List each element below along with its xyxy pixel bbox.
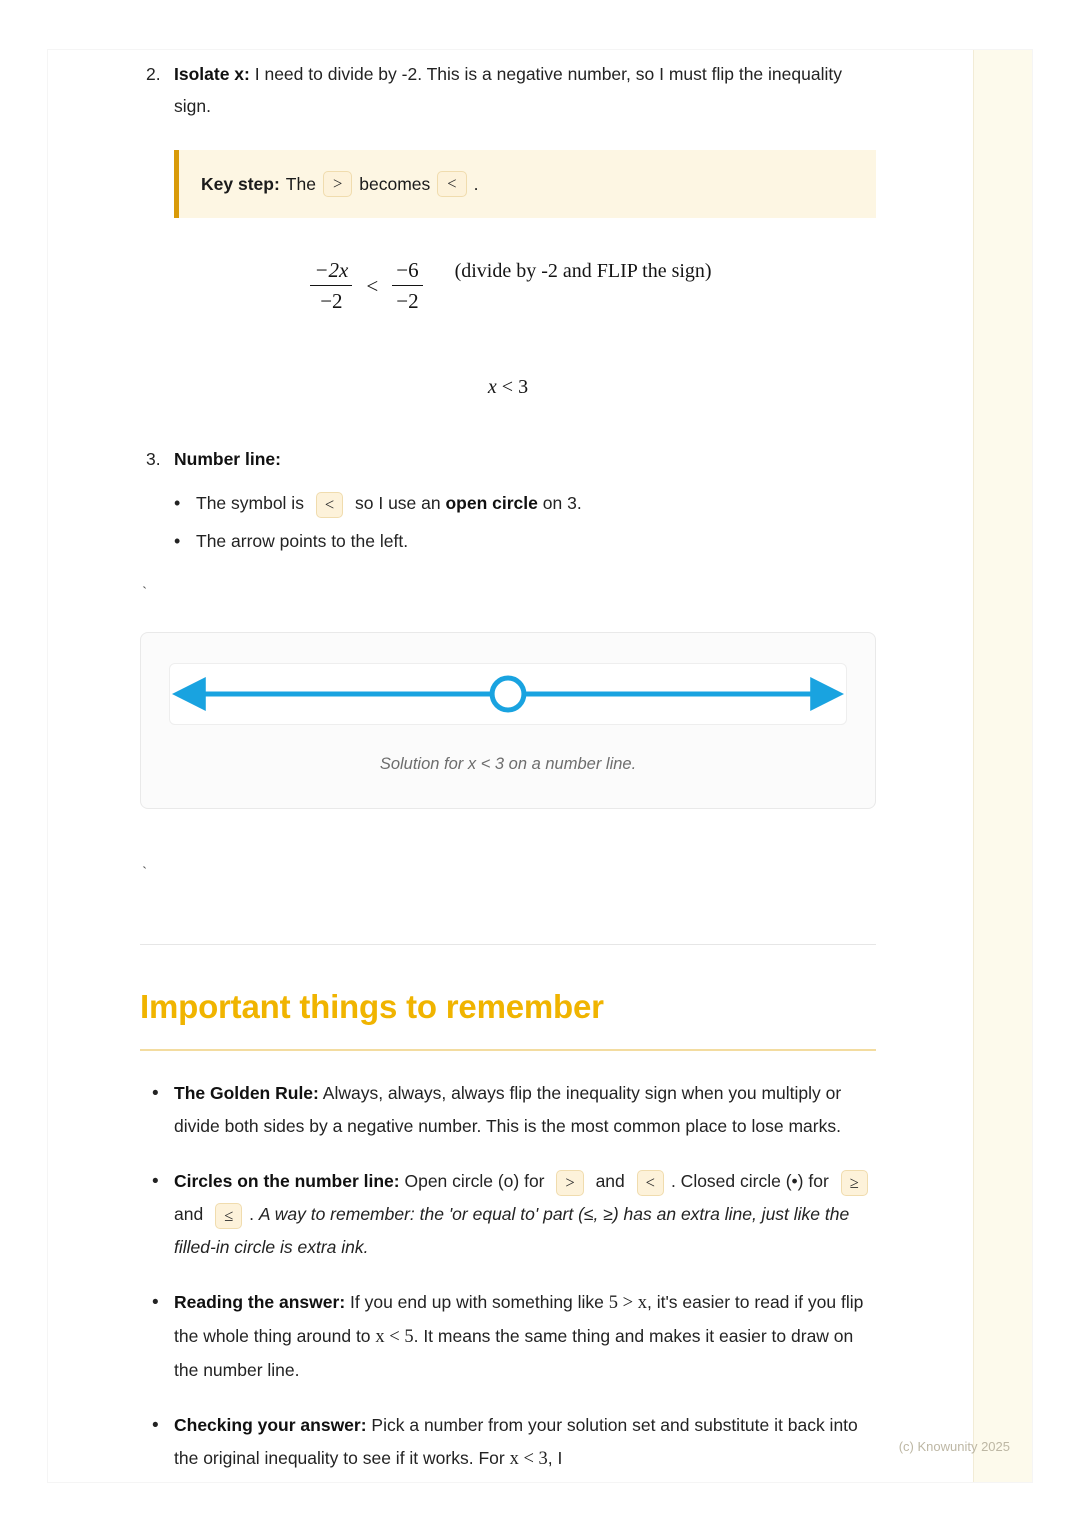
list-item-golden-rule (174, 1077, 876, 1143)
item-title: Checking your answer: (174, 1415, 367, 1436)
list-item (196, 481, 876, 519)
step-number: 3. (146, 449, 161, 470)
stray-backtick-2: ` (140, 865, 150, 883)
document-content (140, 50, 876, 1498)
number-line-figure (140, 632, 876, 809)
item-text-1: Open circle (o) for (399, 1171, 550, 1192)
item-title: Circles on the number line: (174, 1171, 400, 1192)
number-line-bullets (140, 481, 876, 557)
item-text-1: Pick a number from your solution set and substitute it back into the original inequality to see if it works. For (174, 1415, 858, 1469)
callout-after-text: . (473, 174, 479, 194)
number-line-canvas (169, 663, 847, 725)
item-text-5: . (249, 1204, 259, 1225)
bullet-bold-text: open circle (445, 493, 538, 514)
math-note: (divide by -2 and FLIP the sign) (454, 260, 712, 282)
math-result-variable: x (487, 376, 497, 399)
chip-greater-than: > (323, 171, 352, 197)
arrow-right-icon (810, 677, 844, 711)
callout-before-text: The (285, 174, 316, 194)
item-text-2: , it's easier to read if you flip the whole thing around to (174, 1292, 864, 1347)
number-line-svg (170, 664, 846, 724)
chip-less-than: < (437, 171, 466, 197)
math-relation: < (366, 273, 379, 298)
figure-caption: Solution for x < 3 on a number line. (379, 755, 637, 774)
section-divider (140, 944, 876, 945)
item-math-1: x < 3 (509, 1449, 548, 1470)
item-text-3: . It means the same thing and makes it easier to draw on the number line. (174, 1326, 854, 1381)
step-title: Number line: (174, 449, 281, 470)
chip-greater-equal: ≥ (841, 1170, 868, 1196)
callout-middle-text: becomes (359, 174, 431, 194)
section-underline (140, 1049, 876, 1051)
document-page (48, 50, 1032, 1482)
bullet-text: The arrow points to the left. (196, 531, 409, 552)
step-number-line (140, 443, 876, 475)
key-step-callout (174, 150, 876, 218)
item-text-2: , I (547, 1448, 563, 1469)
math-division-step (140, 258, 876, 314)
page-title: Important things to remember (140, 988, 604, 1026)
fraction-left-denominator: −2 (320, 289, 343, 314)
math-result-value: 3 (518, 376, 529, 399)
math-result (140, 376, 876, 399)
fraction-right-denominator: −2 (396, 289, 419, 314)
step-isolate-x (140, 58, 876, 122)
stray-backtick-1: ` (140, 585, 150, 603)
bullet-tail-text: on 3. (537, 493, 582, 514)
item-italic-note: A way to remember: the 'or equal to' part (≤, ≥) has an extra line, just like the filled-in circle is extra ink. (174, 1204, 850, 1258)
bullet-after-text: so I use an (350, 493, 446, 514)
page-right-margin (973, 50, 1032, 1482)
math-expression (304, 258, 428, 314)
chip-greater-than: > (556, 1170, 583, 1196)
chip-less-than: < (637, 1170, 664, 1196)
item-text: Always, always, always flip the inequality sign when you multiply or divide both sides by a negative number. This is the most common place to lose marks. (174, 1083, 842, 1137)
list-item (196, 519, 876, 557)
arrow-left-icon (172, 677, 206, 711)
fraction-right (392, 258, 422, 314)
item-text-2: and (590, 1171, 630, 1192)
open-circle-marker (492, 678, 524, 710)
item-text-4: and (174, 1204, 209, 1225)
list-item-reading-answer (174, 1286, 876, 1387)
page-body (48, 50, 974, 1482)
fraction-left-numerator: −2x (314, 258, 349, 282)
fraction-right-numerator: −6 (396, 258, 419, 282)
item-math-1: 5 > x (608, 1293, 647, 1314)
callout-label: Key step: (201, 174, 280, 194)
item-text-1: If you end up with something like (345, 1292, 609, 1313)
watermark: (c) Knowunity 2025 (898, 1439, 1010, 1454)
item-math-2: x < 5 (375, 1327, 414, 1348)
math-result-relation: < (496, 376, 519, 399)
chip-less-than: < (316, 492, 343, 518)
list-item-circles (174, 1165, 876, 1264)
step-text: I need to divide by -2. This is a negative number, so I must flip the inequality sign. (174, 64, 842, 116)
step-title: Isolate x: (174, 64, 250, 84)
fraction-left (310, 258, 352, 314)
list-item-checking-answer (174, 1409, 876, 1476)
chip-less-equal: ≤ (215, 1203, 242, 1229)
bullet-before-text: The symbol is (196, 493, 304, 514)
remember-list (140, 1077, 876, 1476)
item-title: The Golden Rule: (174, 1083, 319, 1104)
step-number: 2. (146, 64, 161, 84)
item-text-3: . Closed circle (•) for (670, 1171, 834, 1192)
item-title: Reading the answer: (174, 1292, 346, 1313)
